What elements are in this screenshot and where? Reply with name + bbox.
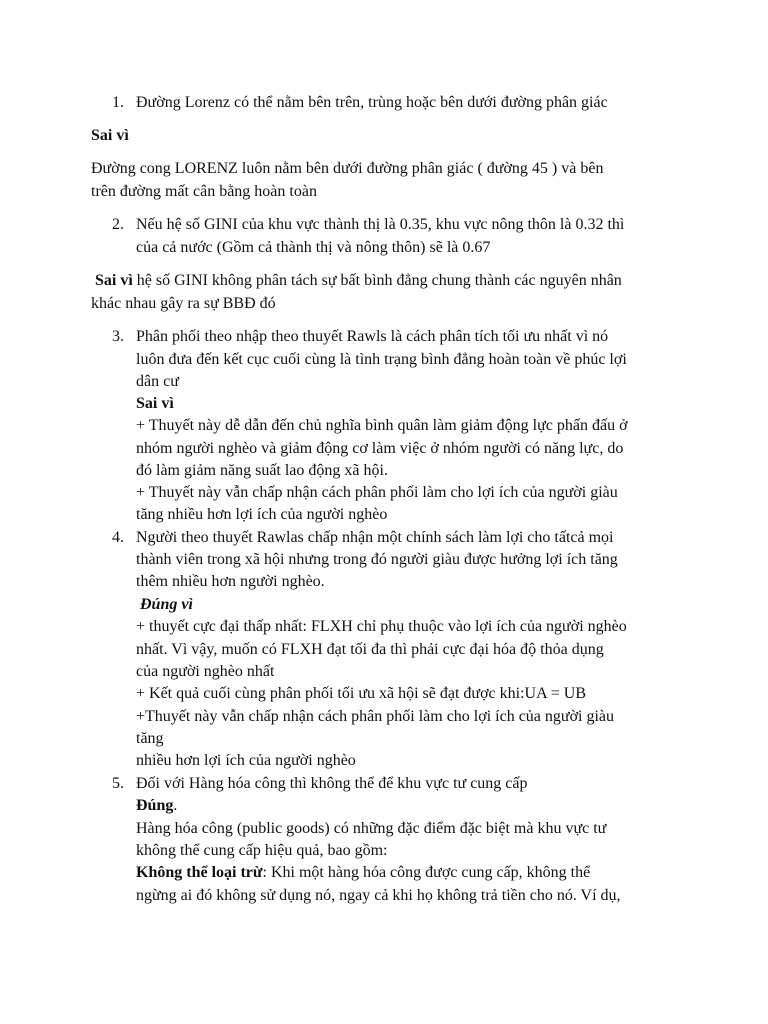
- q2-explanation-text: hệ số GINI không phân tách sự bất bình đẳng chung thành các nguyên nhân: [132, 272, 622, 289]
- q4-explanation-line: nhiều hơn lợi ích của người nghèo: [136, 752, 356, 769]
- q2-statement-line: của cả nước (Gồm cả thành thị và nông thôn) sẽ là 0.67: [136, 239, 491, 256]
- q5-feature-label: Không thể loại trừ: [136, 864, 263, 881]
- q5-explanation-line: không thể cung cấp hiệu quả, bao gồm:: [136, 842, 388, 859]
- q5-verdict-line: [136, 795, 177, 817]
- q3-explanation-line: tăng nhiều hơn lợi ích của người nghèo: [136, 506, 388, 523]
- q4-statement-line: Người theo thuyết Rawlas chấp nhận một chính sách làm lợi cho tấtcả mọi: [136, 529, 614, 546]
- q4-explanation-line: +Thuyết này vẫn chấp nhận cách phân phối làm cho lợi ích của người giàu: [136, 708, 615, 725]
- q2-number: 2.: [112, 216, 124, 233]
- q1-statement: Đường Lorenz có thể nằm bên trên, trùng hoặc bên dưới đường phân giác: [136, 94, 608, 111]
- q2-explanation-line: khác nhau gây ra sự BBĐ đó: [91, 295, 276, 312]
- q4-explanation-line: + Kết quả cuối cùng phân phối tối ưu xã hội sẽ đạt được khi:UA = UB: [136, 685, 587, 702]
- q4-verdict: Đúng vì: [140, 596, 193, 613]
- q4-explanation-line: của người nghèo nhất: [136, 663, 275, 680]
- q3-number: 3.: [112, 328, 124, 345]
- q3-explanation-line: + Thuyết này dễ dẫn đến chủ nghĩa bình quân làm giảm động lực phấn đấu ở: [136, 417, 628, 434]
- q4-number: 4.: [112, 529, 124, 546]
- q2-explanation-line: [95, 270, 622, 292]
- q4-statement-line: thành viên trong xã hội nhưng trong đó người giàu được hưởng lợi ích tăng: [136, 551, 618, 568]
- q2-statement-line: Nếu hệ số GINI của khu vực thành thị là 0.35, khu vực nông thôn là 0.32 thì: [136, 216, 625, 233]
- q5-feature-line: ngừng ai đó không sử dụng nó, ngay cả khi họ không trả tiền cho nó. Ví dụ,: [136, 887, 621, 904]
- q3-verdict: Sai vì: [136, 395, 174, 412]
- q3-explanation-line: + Thuyết này vẫn chấp nhận cách phân phối làm cho lợi ích của người giàu: [136, 484, 618, 501]
- q5-explanation-line: Hàng hóa công (public goods) có những đặc điểm đặc biệt mà khu vực tư: [136, 820, 607, 837]
- q3-statement-line: luôn đưa đến kết cục cuối cùng là tình trạng bình đẳng hoàn toàn về phúc lợi: [136, 351, 627, 368]
- q4-explanation-line: nhất. Vì vậy, muốn có FLXH đạt tối đa thì phải cực đại hóa độ thỏa dụng: [136, 641, 604, 658]
- q1-explanation-line: trên đường mất cân bằng hoàn toàn: [91, 183, 317, 200]
- q3-explanation-line: nhóm người nghèo và giảm động cơ làm việc ở nhóm người có năng lực, do: [136, 440, 624, 457]
- q1-explanation-line: Đường cong LORENZ luôn nằm bên dưới đường phân giác ( đường 45 ) và bên: [91, 160, 604, 177]
- q1-number: 1.: [112, 94, 124, 111]
- q5-feature-line: [136, 862, 590, 884]
- q5-feature-text: : Khi một hàng hóa công được cung cấp, không thể: [262, 864, 591, 881]
- q5-verdict: Đúng: [136, 797, 174, 814]
- q4-explanation-line: + thuyết cực đại thấp nhất: FLXH chỉ phụ thuộc vào lợi ích của người nghèo: [136, 618, 627, 635]
- q1-verdict: Sai vì: [91, 127, 129, 144]
- q5-verdict-punct: .: [173, 797, 178, 814]
- q3-statement-line: Phân phối theo nhập theo thuyết Rawls là cách phân tích tối ưu nhất vì nó: [136, 328, 609, 345]
- q3-statement-line: dân cư: [136, 373, 179, 390]
- q4-explanation-line: tăng: [136, 730, 164, 747]
- q4-statement-line: thêm nhiều hơn người nghèo.: [136, 573, 325, 590]
- q5-statement: Đối với Hàng hóa công thì không thể để khu vực tư cung cấp: [136, 775, 528, 792]
- q3-explanation-line: đó làm giảm năng suất lao động xã hội.: [136, 462, 388, 479]
- q2-verdict: Sai vì: [95, 272, 133, 289]
- q5-number: 5.: [112, 775, 124, 792]
